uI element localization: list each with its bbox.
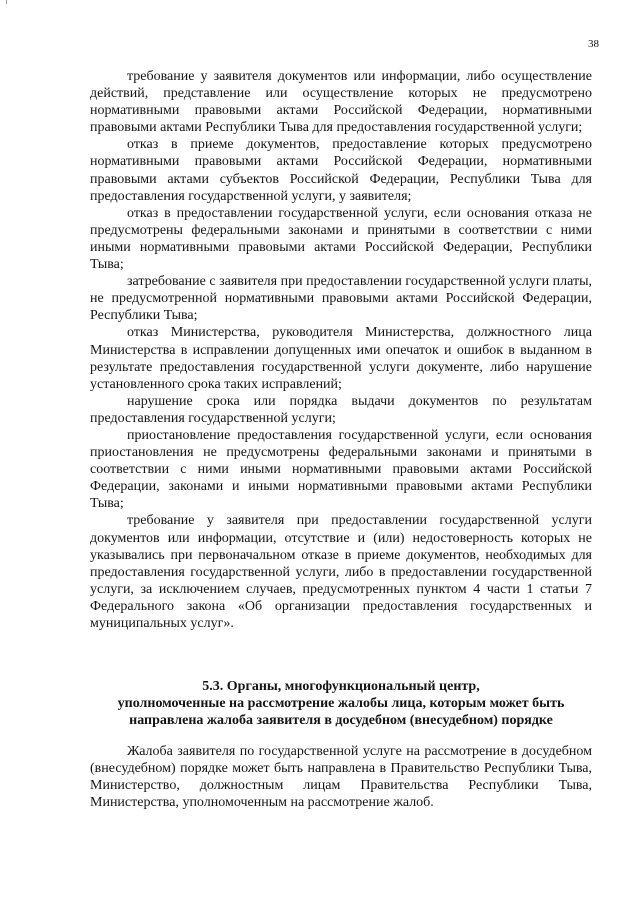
paragraph: нарушение срока или порядка выдачи документов по результатам предоставления государственной услуги; [90, 393, 592, 426]
paragraph: требование у заявителя при предоставлении государственной услуги документов или информации, отсутствие и (или) недостоверность которых не указывались при первоначальном отказе в приеме документов, необходимых для предоставления государственной услуги, либо в предоставлении государственной услуги, за исключением случаев, предусмотренных пунктом 4 части 1 статьи 7 Федерального закона «Об организации предоставления государственных и муниципальных услуг». [90, 513, 592, 631]
paragraph: отказ в приеме документов, предоставление которых предусмотрено нормативными правовыми актами Российской Федерации, нормативными правовыми актами субъектов Российской Федерации, Республики Тыва для предоставления государственной услуги, у заявителя; [90, 137, 592, 204]
section-heading-line: 5.3. Органы, многофункциональный центр, [202, 679, 480, 694]
scan-corner-mark [6, 0, 7, 4]
paragraph: отказ Министерства, руководителя Министерства, должностного лица Министерства в исправлении допущенных ими опечаток и ошибок в выданном в результате предоставления государственной услуги документе, либо нарушение установленного срока таких исправлений; [90, 325, 592, 392]
page-number: 38 [588, 38, 599, 50]
paragraph: отказ в предоставлении государственной услуги, если основания отказа не предусмотрены федеральными законами и принятыми в соответствии с ними иными нормативными правовыми актами Российской Федерации, Республики Тыва; [90, 205, 592, 273]
paragraph: затребование с заявителя при предоставлении государственной услуги платы, не предусмотренной нормативными правовыми актами Российской Федерации, Республики Тыва; [90, 274, 592, 324]
body-text [90, 68, 592, 632]
paragraph: приостановление предоставления государственной услуги, если основания приостановления не предусмотрены федеральными законами и принятыми в соответствии с ними иными нормативными правовыми актами Российской Федерации, законами и иными нормативными правовыми актами Республики Тыва; [90, 427, 592, 512]
paragraph: требование у заявителя документов или информации, либо осуществление действий, представление или осуществление которых не предусмотрено нормативными правовыми актами Российской Федерации, нормативными правовыми актами Республики Тыва для предоставления государственной услуги; [90, 69, 592, 136]
closing-paragraph: Жалоба заявителя по государственной услуге на рассмотрение в досудебном (внесудебном) порядке может быть направлена в Правительство Республики Тыва, Министерство, должностным лицам Правительства Республики Тыва, Министерства, уполномоченным на рассмотрение жалоб. [90, 744, 592, 811]
section-heading [90, 678, 592, 729]
section-heading-line: уполномоченные на рассмотрение жалобы лица, которым может быть [117, 696, 565, 711]
closing-text [90, 743, 592, 811]
section-heading-line: направлена жалоба заявителя в досудебном (внесудебном) порядке [129, 713, 553, 728]
